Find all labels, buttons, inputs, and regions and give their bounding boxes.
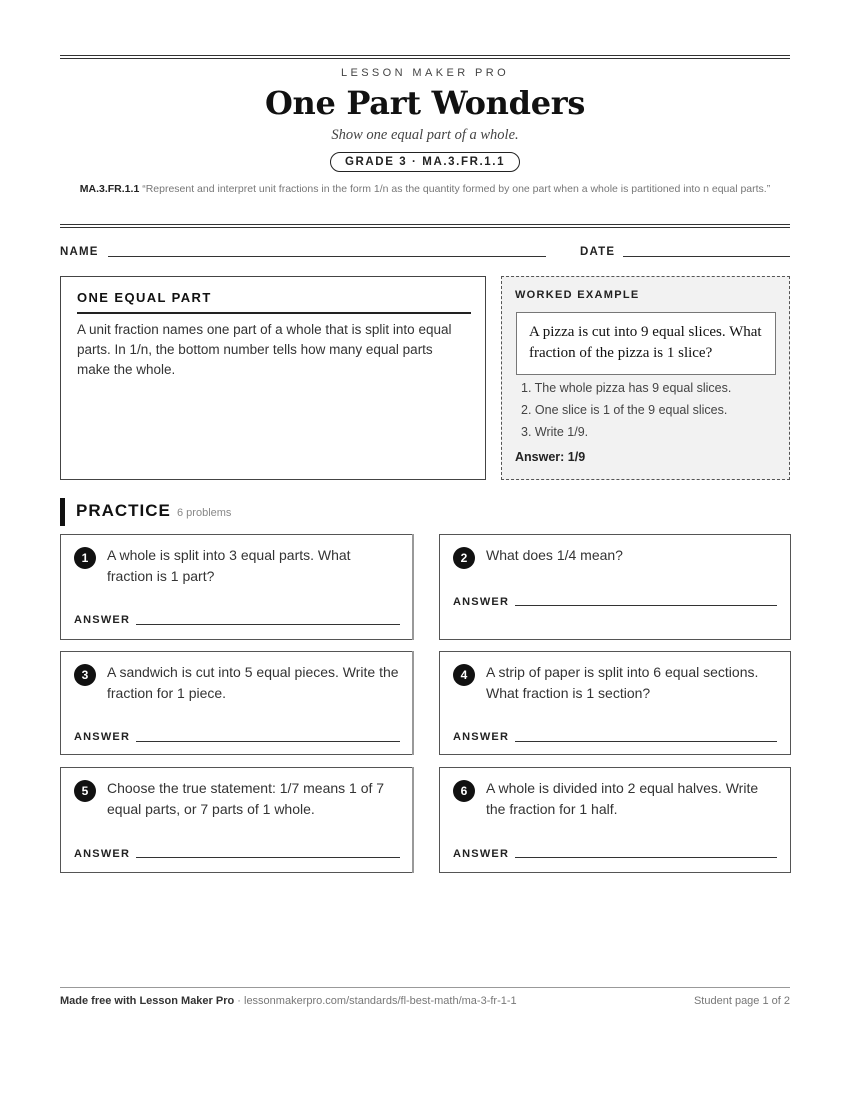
problem-text: A whole is split into 3 equal parts. What fraction is 1 part? [107, 547, 351, 584]
problem-number-badge: 2 [453, 547, 475, 569]
practice-accent-bar [60, 498, 65, 526]
answer-field[interactable] [515, 857, 777, 858]
footer-credit [60, 995, 517, 1007]
answer-field[interactable] [136, 741, 400, 742]
worked-step-3: 3. Write 1/9. [521, 425, 589, 439]
worked-step-1: 1. The whole pizza has 9 equal slices. [521, 381, 732, 395]
problem-text: What does 1/4 mean? [486, 547, 623, 563]
standard-statement [60, 181, 790, 197]
problem-card-1 [60, 534, 414, 640]
problem-card-3 [60, 651, 414, 755]
answer-label: ANSWER [453, 848, 510, 860]
page-title: One Part Wonders [264, 84, 586, 122]
worked-step-2: 2. One slice is 1 of the 9 equal slices. [521, 403, 728, 417]
problem-card-2 [439, 534, 791, 640]
concept-box [60, 276, 486, 480]
name-field[interactable] [108, 256, 546, 257]
problem-number-badge: 5 [74, 780, 96, 802]
concept-title-rule [77, 312, 471, 314]
standard-text: “Represent and interpret unit fractions in the form 1/n as the quantity formed by one part when a whole is partitioned into n equal parts.” [142, 183, 771, 195]
card-edge [412, 534, 414, 640]
problem-number-badge: 1 [74, 547, 96, 569]
concept-body: A unit fraction names one part of a whole that is split into equal parts. In 1/n, the bottom number tells how many equal parts make the whole. [77, 322, 452, 377]
date-label: DATE [580, 246, 616, 258]
answer-field[interactable] [515, 741, 777, 742]
header-bottom-double-rule [60, 224, 790, 228]
problem-text: A sandwich is cut into 5 equal pieces. Write the fraction for 1 piece. [107, 664, 399, 701]
problem-text: A strip of paper is split into 6 equal sections. What fraction is 1 section? [486, 664, 759, 701]
practice-count: 6 problems [177, 507, 232, 519]
answer-field[interactable] [136, 624, 400, 625]
top-double-rule [60, 55, 790, 59]
page-subtitle: Show one equal part of a whole. [331, 127, 519, 143]
problem-number-badge: 3 [74, 664, 96, 686]
answer-field[interactable] [515, 605, 777, 606]
answer-label: ANSWER [453, 596, 510, 608]
problem-number-badge: 6 [453, 780, 475, 802]
problem-number-badge: 4 [453, 664, 475, 686]
card-edge [412, 651, 414, 755]
answer-label: ANSWER [74, 848, 131, 860]
practice-title: PRACTICE [76, 501, 171, 520]
problem-card-6 [439, 767, 791, 873]
name-label: NAME [60, 246, 99, 258]
worked-example-problem: A pizza is cut into 9 equal slices. What fraction of the pizza is 1 slice? [516, 312, 776, 375]
worked-example-label: WORKED EXAMPLE [515, 289, 640, 301]
brand-label: LESSON MAKER PRO [340, 67, 510, 79]
standard-code: MA.3.FR.1.1 [79, 183, 140, 195]
answer-label: ANSWER [74, 731, 131, 743]
answer-label: ANSWER [74, 614, 131, 626]
worked-example-answer: Answer: 1/9 [515, 450, 586, 464]
footer-page-number: Student page 1 of 2 [693, 995, 790, 1007]
footer-rule [60, 987, 790, 988]
problem-card-5 [60, 767, 414, 873]
grade-badge: GRADE 3 · MA.3.FR.1.1 [330, 152, 520, 172]
card-edge [412, 767, 414, 873]
worked-example-box [501, 276, 790, 480]
problem-card-4 [439, 651, 791, 755]
footer-url[interactable]: · lessonmakerpro.com/standards/fl-best-math/ma-3-fr-1-1 [234, 995, 517, 1007]
answer-label: ANSWER [453, 731, 510, 743]
problem-text: Choose the true statement: 1/7 means 1 of 7 equal parts, or 7 parts of 1 whole. [107, 780, 385, 817]
problem-text: A whole is divided into 2 equal halves. Write the fraction for 1 half. [486, 780, 759, 817]
answer-field[interactable] [136, 857, 400, 858]
grade-pill-row [60, 152, 790, 172]
date-field[interactable] [623, 256, 790, 257]
concept-title: ONE EQUAL PART [77, 290, 212, 305]
footer-brand: Made free with Lesson Maker Pro [60, 995, 235, 1007]
